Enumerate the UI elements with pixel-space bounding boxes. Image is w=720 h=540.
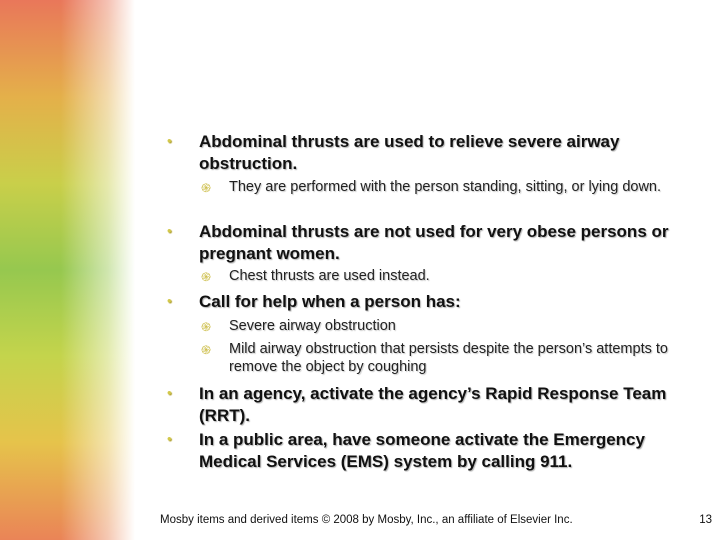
footer-copyright: Mosby items and derived items © 2008 by Mosby, Inc., an affiliate of Elsevier Inc.: [160, 514, 573, 526]
bullet-5-text: In a public area, have someone activate the Emergency Medical Services (EMS) system by calling 911.: [199, 430, 645, 471]
bullet-4-text: In an agency, activate the agency’s Rapid Response Team (RRT).: [199, 384, 667, 425]
swirl-bullet-icon: ֍: [201, 343, 211, 357]
bullet-dot: •: [167, 223, 172, 238]
bullet-1-sub-1: They are performed with the person standing, sitting, or lying down.: [229, 179, 662, 195]
swirl-bullet-icon: ֍: [201, 181, 211, 195]
bullet-3-text: Call for help when a person has:: [199, 292, 461, 311]
bullet-dot: •: [167, 385, 172, 400]
bullet-dot: •: [167, 431, 172, 446]
bullet-2-text: Abdominal thrusts are not used for very obese persons or pregnant women.: [199, 222, 669, 263]
bullet-1-text: Abdominal thrusts are used to relieve severe airway obstruction.: [199, 132, 620, 173]
bullet-2-sub-1: Chest thrusts are used instead.: [229, 268, 430, 284]
swirl-bullet-icon: ֍: [201, 320, 211, 334]
bullet-3-sub-1: Severe airway obstruction: [229, 318, 396, 334]
bullet-3-sub-2: Mild airway obstruction that persists despite the person’s attempts to remove the object by coughing: [229, 341, 668, 375]
bullet-dot: •: [167, 293, 172, 308]
bullet-dot: •: [167, 133, 172, 148]
page-number: 13: [699, 514, 712, 526]
swirl-bullet-icon: ֍: [201, 270, 211, 284]
